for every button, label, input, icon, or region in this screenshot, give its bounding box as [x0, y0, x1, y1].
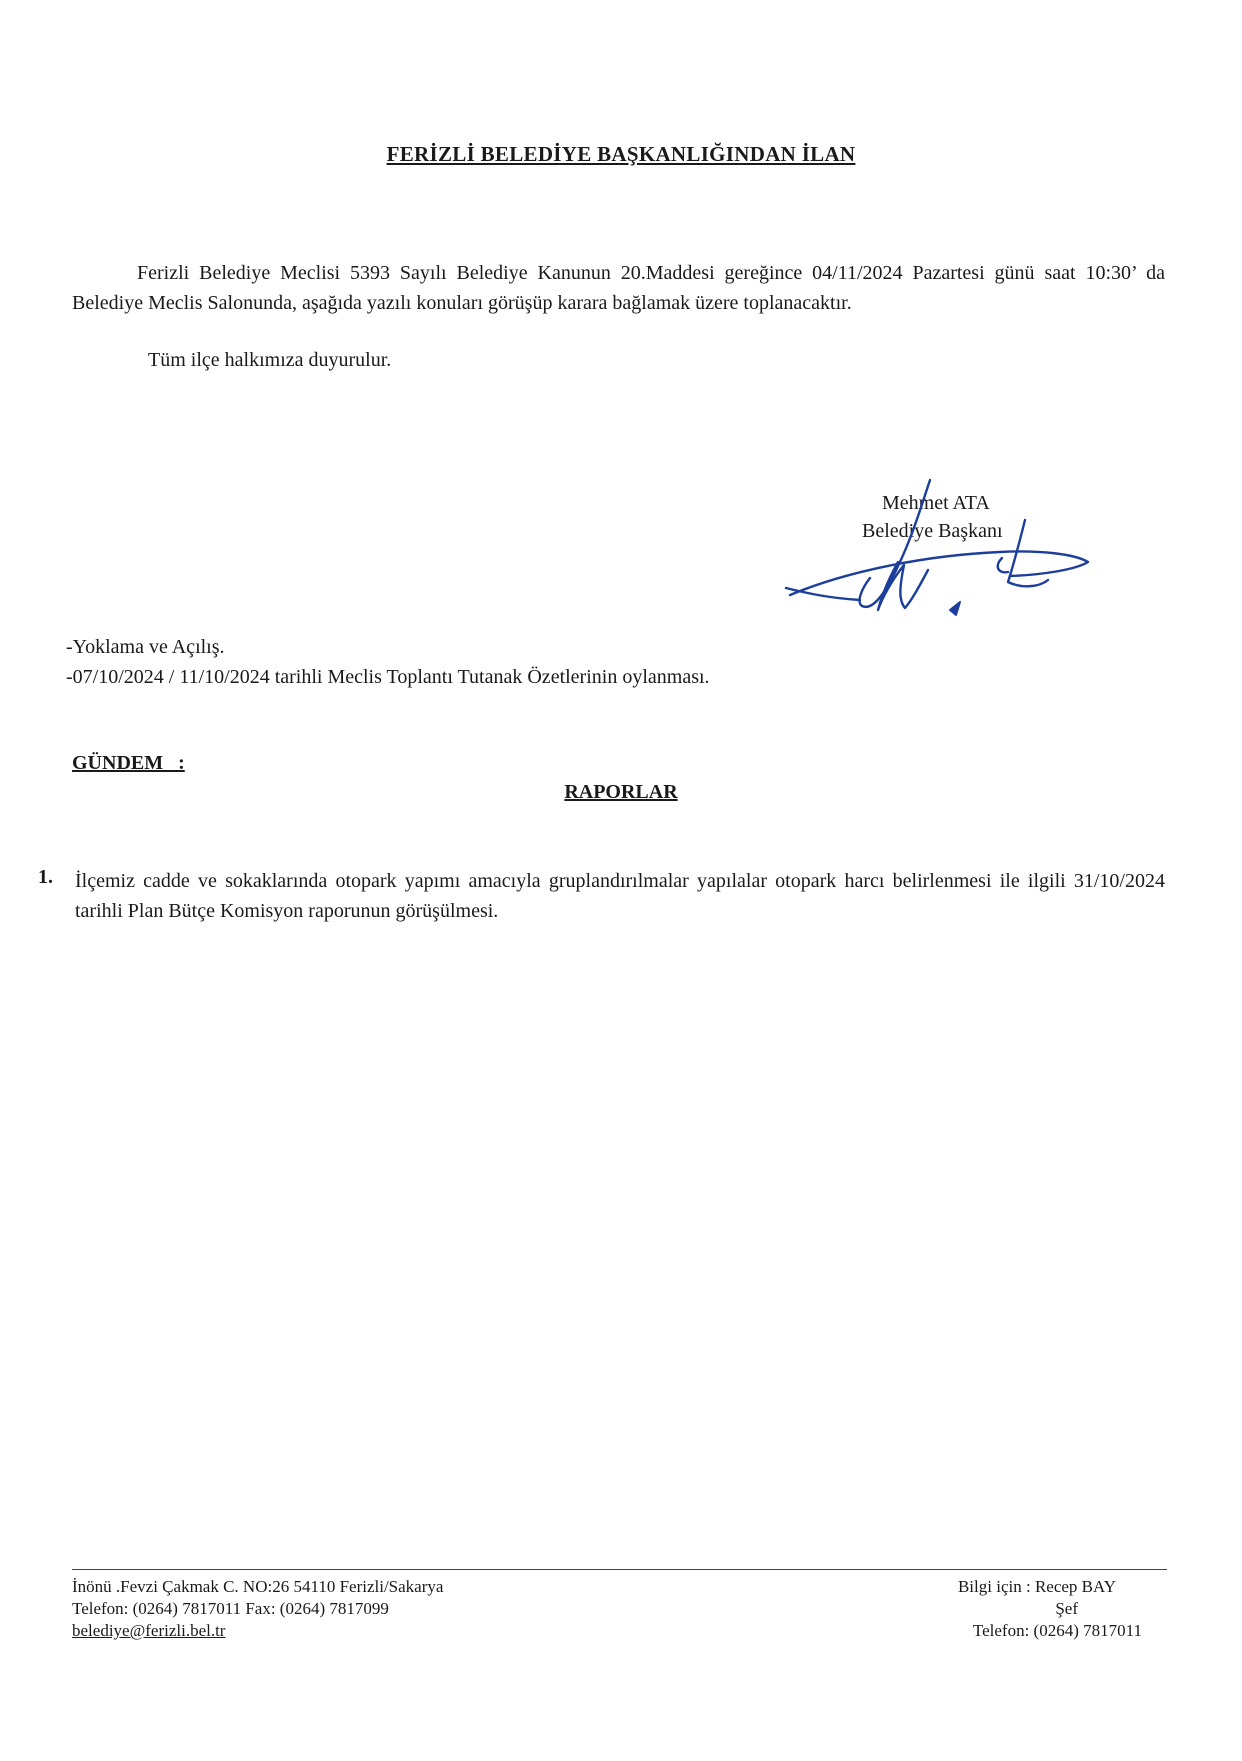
footer-info-contact: Bilgi için : Recep BAY — [957, 1577, 1116, 1596]
agenda-item-text: İlçemiz cadde ve sokaklarında otopark yapımı amacıyla gruplandırılmalar yapılalar otopark harcı belirlenmesi ile ilgili 31/10/2024 tarihli Plan Bütçe Komisyon raporunun görüşülmesi. — [75, 870, 1165, 922]
announcement-line: Tüm ilçe halkımıza duyurulur. — [148, 349, 392, 371]
footer-divider — [72, 1569, 1167, 1570]
footer-info — [890, 1576, 1170, 1642]
footer-phone-fax: Telefon: (0264) 7817011 Fax: (0264) 7817099 — [72, 1599, 389, 1618]
preliminary-item-rollcall: -Yoklama ve Açılış. — [66, 636, 225, 658]
signatory-title: Belediye Başkanı — [862, 520, 1003, 542]
signatory-name: Mehmet ATA — [882, 492, 990, 514]
agenda-item-number: 1. — [38, 866, 53, 888]
footer-address: İnönü .Fevzi Çakmak C. NO:26 54110 Ferizli/Sakarya — [72, 1577, 444, 1596]
handwritten-signature — [770, 470, 1110, 650]
footer-contact — [72, 1576, 443, 1642]
footer-info-title: Şef — [1055, 1599, 1078, 1618]
signature-block — [770, 470, 1110, 650]
agenda-heading: GÜNDEM : — [72, 752, 185, 774]
footer-email: belediye@ferizli.bel.tr — [72, 1621, 226, 1640]
intro-paragraph: Ferizli Belediye Meclisi 5393 Sayılı Belediye Kanunun 20.Maddesi gereğince 04/11/2024 Pazartesi günü saat 10:30’ da Belediye Meclis Salonunda, aşağıda yazılı konuları görüşüp karara bağlamak üzere toplanacaktır. — [72, 262, 1165, 314]
document-title: FERİZLİ BELEDİYE BAŞKANLIĞINDAN İLAN — [386, 142, 856, 166]
reports-heading: RAPORLAR — [564, 781, 678, 803]
preliminary-item-minutes: -07/10/2024 / 11/10/2024 tarihli Meclis Toplantı Tutanak Özetlerinin oylanması. — [66, 666, 710, 688]
footer-info-phone: Telefon: (0264) 7817011 — [972, 1621, 1142, 1640]
